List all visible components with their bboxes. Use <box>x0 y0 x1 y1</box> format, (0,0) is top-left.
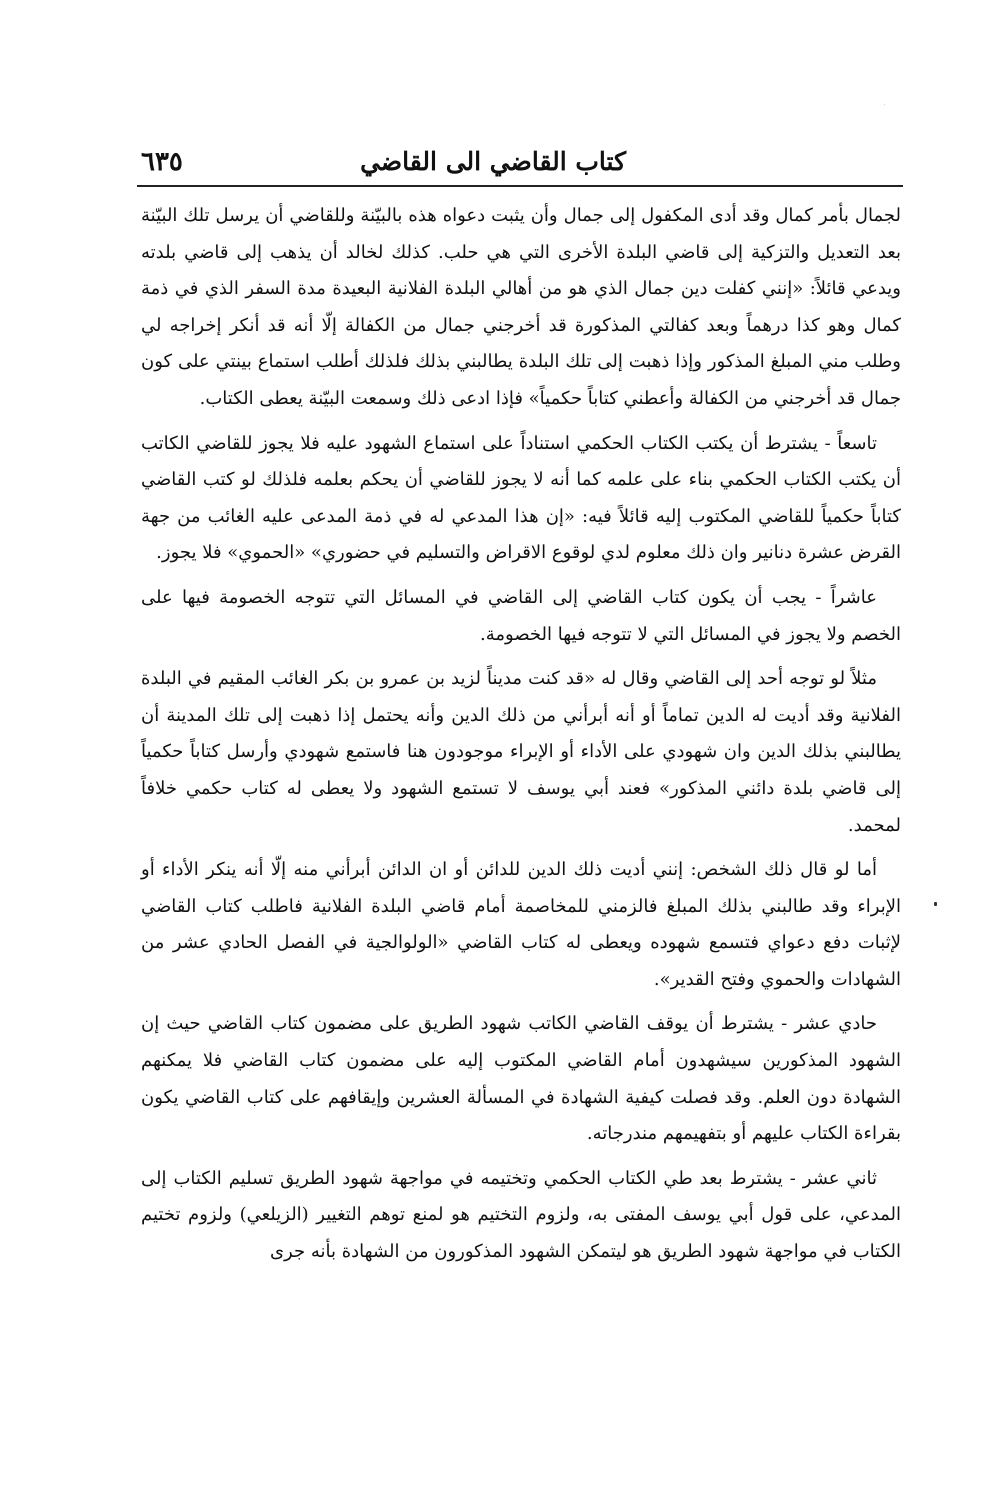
paragraph: عاشراً - يجب أن يكون كتاب القاضي إلى القاضي في المسائل التي تتوجه الخصومة فيها على الخصم ولا يجوز في المسائل التي لا تتوجه فيها الخصومة. <box>141 586 901 645</box>
header-rule <box>137 185 903 187</box>
paragraph: لجمال بأمر كمال وقد أدى المكفول إلى جمال وأن يثبت دعواه هذه بالبيّنة وللقاضي أن يرسل تلك البيّنة بعد التعديل والتزكية إلى قاضي البلدة الأخرى التي هي حلب. كذلك لخالد أن يذهب إلى قاضي بلدته ويدعي قائلاً: «إنني كفلت دين جمال الذي هو من أهالي البلدة الفلانية البعيدة مدة السفر الذي في ذمة كمال وهو كذا درهماً وبعد كفالتي المذكورة قد أخرجني جمال من الكفالة إلّا أنه قد أنكر إخراجه لي وطلب مني المبلغ المذكور وإذا ذهبت إلى تلك البلدة يطالبني بذلك فلذلك أطلب استماع بينتي على كون جمال قد أخرجني من الكفالة وأعطني كتاباً حكمياً» فإذا ادعى ذلك وسمعت البيّنة يعطى الكتاب. <box>141 205 901 409</box>
page-number: ٦٣٥ <box>141 147 183 177</box>
scan-speck <box>884 104 885 105</box>
running-title: كتاب القاضي الى القاضي <box>360 147 626 176</box>
paragraph: حادي عشر - يشترط أن يوقف القاضي الكاتب شهود الطريق على مضمون كتاب القاضي حيث إن الشهود المذكورين سيشهدون أمام القاضي المكتوب إليه على مضمون كتاب القاضي فلا يمكنهم الشهادة دون العلم. وقد فصلت كيفية الشهادة في المسألة العشرين وإيقافهم على كتاب القاضي يكون بقراءة الكتاب عليهم أو بتفهيمهم مندرجاته. <box>141 1013 901 1145</box>
paragraph: ثاني عشر - يشترط بعد طي الكتاب الحكمي وتختيمه في مواجهة شهود الطريق تسليم الكتاب إلى المدعي، على قول أبي يوسف المفتى به، ولزوم التختيم هو لمنع توهم التغيير (الزيلعي) ولزوم تختيم الكتاب في مواجهة شهود الطريق هو ليتمكن الشهود المذكورون من الشهادة بأنه جرى <box>141 1167 901 1263</box>
paragraph: أما لو قال ذلك الشخص: إنني أديت ذلك الدين للدائن أو ان الدائن أبرأني منه إلّا أنه ينكر الأداء أو الإبراء وقد طالبني بذلك المبلغ فالزمني للمخاصمة أمام قاضي البلدة الفلانية فاطلب كتاب القاضي لإثبات دفع دعواي فتسمع شهوده ويعطى له كتاب القاضي «الولوالجية في الفصل الحادي عشر من الشهادات والحموي وفتح القدير». <box>141 859 901 990</box>
paragraph: تاسعاً - يشترط أن يكتب الكتاب الحكمي استناداً على استماع الشهود عليه فلا يجوز للقاضي الكاتب أن يكتب الكتاب الحكمي بناء على علمه كما أنه لا يجوز للقاضي أن يحكم بعلمه فلذلك لو كتب القاضي كتاباً حكمياً للقاضي المكتوب إليه قائلاً فيه: «إن هذا المدعي له في ذمة المدعى عليه الغائب من جهة القرض عشرة دنانير وان ذلك معلوم لدي لوقوع الاقراض والتسليم في حضوري» «الحموي» فلا يجوز. <box>141 432 901 564</box>
paragraph: مثلاً لو توجه أحد إلى القاضي وقال له «قد كنت مديناً لزيد بن عمرو بن بكر الغائب المقيم في البلدة الفلانية وقد أديت له الدين تماماً أو أنه أبرأني من ذلك الدين وأنه يحتمل إذا ذهبت إلى تلك المدينة أن يطالبني بذلك الدين وان شهودي على الأداء أو الإبراء موجودون هنا فاستمع شهودي وأرسل كتاباً حكمياً إلى قاضي بلدة دائني المذكور» فعند أبي يوسف لا تستمع الشهود ولا يعطى له كتاب حكمي خلافاً لمحمد. <box>141 668 901 836</box>
margin-mark <box>934 902 937 906</box>
page-header <box>137 143 903 183</box>
body-text <box>141 198 901 1279</box>
